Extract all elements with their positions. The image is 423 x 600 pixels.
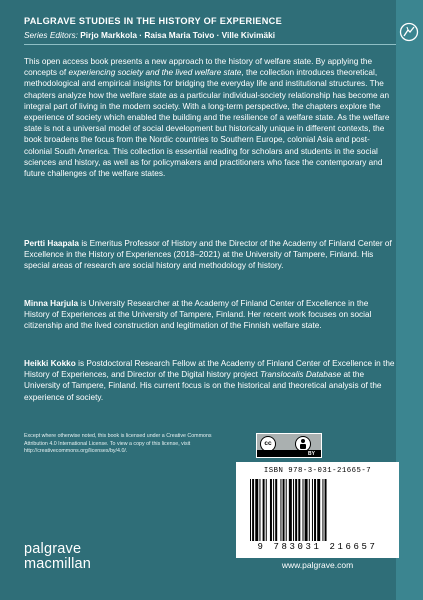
spine-strip xyxy=(396,0,423,600)
cc-by-badge[interactable] xyxy=(256,433,322,458)
editor-bio-text: is Emeritus Professor of History and the Director of the Academy of Finland Center of Excellence in the History of Experiences (2018–2021) at the University of Tampere, Finland. His special areas of research are social history and methodology of history. xyxy=(24,239,392,271)
editor-bio-text: is Postdoctoral Research Fellow at the Academy of Finland Center of Excellence in the History of Experiences, and Director of the Digital history project xyxy=(24,359,395,380)
editor-bio-name: Heikki Kokko xyxy=(24,359,76,368)
barcode-panel xyxy=(236,462,399,558)
isbn-label: ISBN 978-3-031-21665-7 xyxy=(263,467,372,475)
book-description xyxy=(24,56,396,179)
editor-bio-name: Minna Harjula xyxy=(24,299,79,308)
series-editors-names: Pirjo Markkola · Raisa Maria Toivo · Ville Kivimäki xyxy=(80,30,276,40)
series-editors-label: Series Editors: xyxy=(24,30,78,40)
editor-bio-name: Pertti Haapala xyxy=(24,239,80,248)
barcode-digits: 9 783031 216657 xyxy=(257,542,378,552)
series-editors xyxy=(24,30,275,40)
editor-bio-text: is University Researcher at the Academy of Finland Center of Excellence in the History of Experiences at the University of Tampere, Finland. Her recent work focuses on social citizenship and the lived construction and legitimation of the Finnish welfare state. xyxy=(24,299,372,331)
publisher-logo xyxy=(24,542,91,571)
barcode-icon xyxy=(248,479,388,541)
editor-bio xyxy=(24,238,396,272)
description-part-1: This open access book presents a new approach to the history of welfare state. By applying the concepts of xyxy=(24,57,373,78)
springer-horse-icon xyxy=(399,22,419,42)
publisher-website[interactable]: www.palgrave.com xyxy=(281,560,354,570)
project-name: Translocalis Database xyxy=(260,370,342,380)
series-title: PALGRAVE STUDIES IN THE HISTORY OF EXPERIENCE xyxy=(24,16,283,26)
editor-bio-text: at the University of Tampere, Finland. His current focus is on the historical and theoretical analysis of the experience of society. xyxy=(24,370,382,402)
by-label: BY xyxy=(308,451,315,457)
description-part-2: , the collection introduces theoretical, methodological and empirical insights for bridging the everyday life and institutional structures. The chapters analyze how the welfare state as a particular individual-society relationship has become an integral part of living in the modern society. With a long-term perspective, the chapters explore the experience of society which enabled the building and the resilience of a welfare state. As the welfare state is not a universal model of social development but historically unique in different contexts, the book broadens the focus from the Nordic countries to Southern Europe, colonial Asia and post-colonial South America. This collection is essential reading for scholars and students in the social sciences and history, as well as for policymakers and practitioners who face the contemporary and future challenges of the welfare states. xyxy=(24,68,390,179)
publisher-name-line-1: palgrave xyxy=(24,541,82,557)
description-emphasis: experiencing society and the lived welfare state xyxy=(68,68,242,78)
editor-bio xyxy=(24,358,396,403)
editor-bio xyxy=(24,298,396,332)
license-notice: Except where otherwise noted, this book is licensed under a Creative Commons Attribution 4.0 International License. To view a copy of this license, visit http://creativecommons.org/licenses/by/4.0/. xyxy=(24,433,212,455)
publisher-name-line-2: macmillan xyxy=(24,555,92,572)
header-divider xyxy=(24,44,396,45)
creative-commons-icon: cc xyxy=(260,436,276,452)
